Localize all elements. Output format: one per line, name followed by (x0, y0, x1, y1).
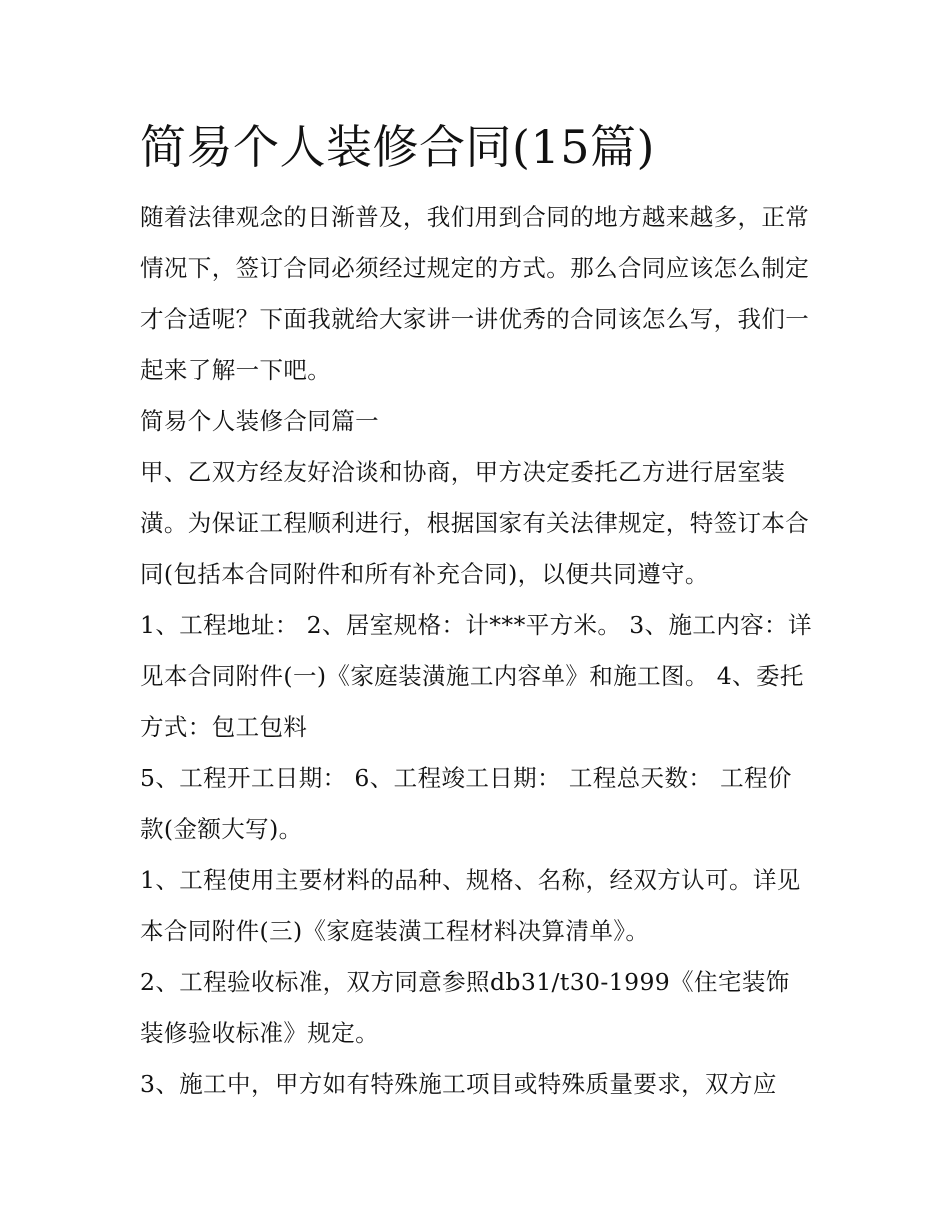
contract-clause-paragraph: 1、工程地址： 2、居室规格：计***平方米。 3、施工内容：详见本合同附件(一)《家庭装潢施工内容单》和施工图。 4、委托方式：包工包料 (140, 611, 812, 741)
contract-clause-paragraph: 5、工程开工日期： 6、工程竣工日期： 工程总天数： 工程价款(金额大写)。 (140, 764, 792, 843)
contract-clause-paragraph: 1、工程使用主要材料的品种、规格、名称，经双方认可。详见本合同附件(三)《家庭装潢工程材料决算清单》。 (140, 866, 801, 945)
intro-paragraph: 随着法律观念的日渐普及，我们用到合同的地方越来越多，正常情况下，签订合同必须经过规定的方式。那么合同应该怎么制定才合适呢？下面我就给大家讲一讲优秀的合同该怎么写，我们一起来了解一下吧。 (140, 203, 810, 384)
contract-clause-paragraph: 2、工程验收标准，双方同意参照db31/t30-1999《住宅装饰装修验收标准》规定。 (140, 968, 790, 1047)
document-title: 简易个人装修合同(15篇) (140, 120, 655, 174)
contract-clause-paragraph: 3、施工中，甲方如有特殊施工项目或特殊质量要求，双方应 (140, 1070, 777, 1098)
document-page (140, 112, 812, 1110)
contract-preamble-paragraph: 甲、乙双方经友好洽谈和协商，甲方决定委托乙方进行居室装潢。为保证工程顺利进行，根据国家有关法律规定，特签订本合同(包括本合同附件和所有补充合同)，以便共同遵守。 (140, 458, 810, 588)
section-heading: 简易个人装修合同篇一 (140, 407, 379, 435)
